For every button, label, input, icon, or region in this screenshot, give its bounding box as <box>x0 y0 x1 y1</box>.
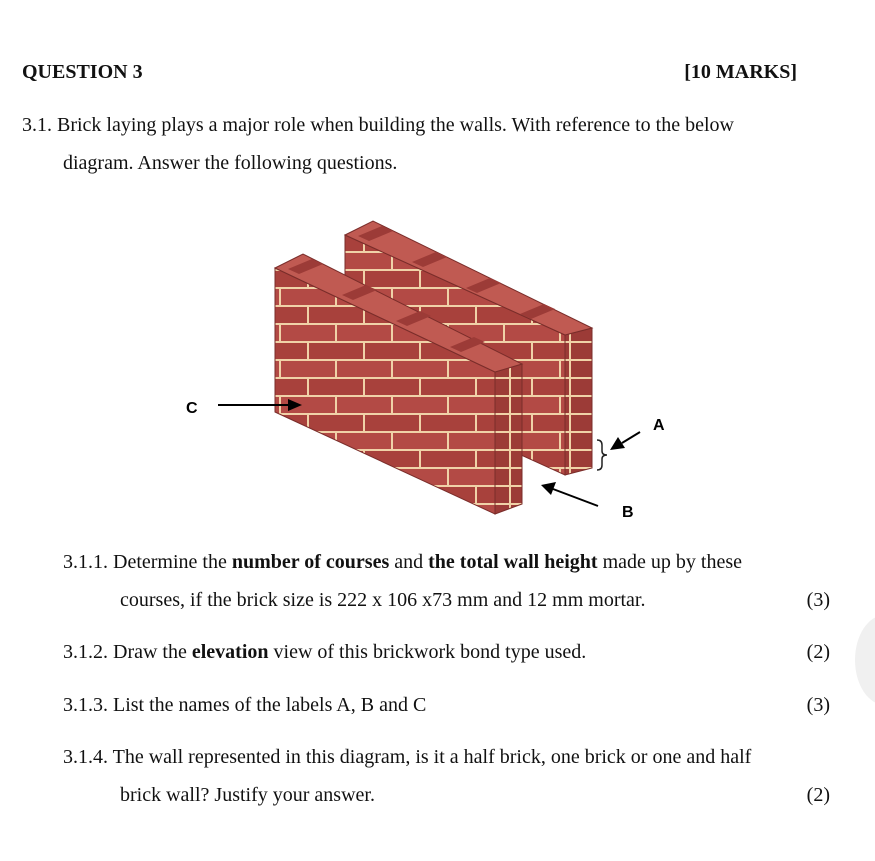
bold-term: the total wall height <box>428 551 598 573</box>
arrow-a-line <box>622 432 640 443</box>
arrow-b-line <box>553 489 598 506</box>
brick-wall-diagram <box>0 200 875 530</box>
text-part: view of this brickwork bond type used. <box>268 641 587 663</box>
question-3-1-4-marks: (2) <box>806 784 830 806</box>
decorative-edge-shape <box>855 615 875 705</box>
label-b: B <box>622 504 634 521</box>
question-3-1-4 <box>63 746 751 769</box>
question-3-1-1-marks: (3) <box>806 589 830 611</box>
question-text: List the names of the labels A, B and C <box>113 694 427 716</box>
question-3-1-2 <box>63 641 586 664</box>
question-3-1-1-continuation: courses, if the brick size is 222 x 106 x73 mm and 12 mm mortar. <box>120 589 646 611</box>
label-a: A <box>653 417 665 434</box>
question-title: QUESTION 3 <box>22 61 143 83</box>
question-3-1-4-continuation: brick wall? Justify your answer. <box>120 784 375 806</box>
joint-bracket <box>597 440 607 470</box>
question-number: 3.1.4. <box>63 746 108 768</box>
question-3-1-3 <box>63 694 426 717</box>
question-number: 3.1.1. <box>63 551 108 573</box>
intro-line-1: 3.1. Brick laying plays a major role when building the walls. With reference to the below <box>22 114 734 136</box>
question-number: 3.1.2. <box>63 641 108 663</box>
text-part: made up by these <box>597 551 742 573</box>
question-marks: [10 MARKS] <box>684 61 797 83</box>
label-c: C <box>186 400 198 417</box>
intro-line-2: diagram. Answer the following questions. <box>63 152 398 174</box>
text-part: Draw the <box>113 641 192 663</box>
text-part: Determine the <box>113 551 232 573</box>
bold-term: number of courses <box>231 551 390 573</box>
bold-term: elevation <box>191 641 269 663</box>
question-3-1-3-marks: (3) <box>806 694 830 716</box>
question-3-1-2-marks: (2) <box>806 641 830 663</box>
question-number: 3.1.3. <box>63 694 108 716</box>
question-text: The wall represented in this diagram, is it a half brick, one brick or one and half <box>112 746 752 768</box>
text-part: and <box>389 551 429 573</box>
question-3-1-1 <box>63 551 742 574</box>
